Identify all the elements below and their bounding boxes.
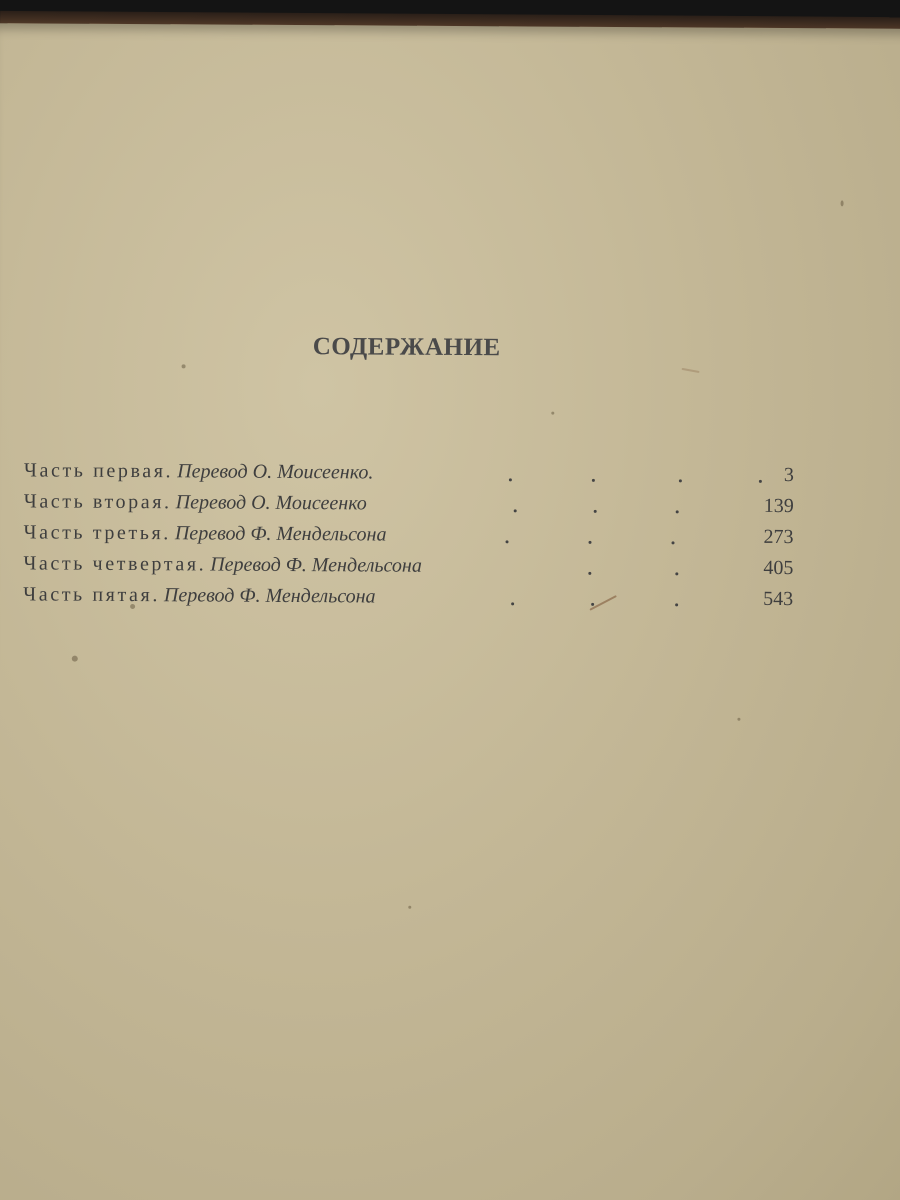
paper-speck bbox=[841, 200, 844, 206]
toc-translator: Перевод Ф. Мендельсона bbox=[210, 553, 422, 577]
paper-speck bbox=[72, 656, 78, 662]
paper-speck bbox=[551, 412, 554, 415]
leader-dots bbox=[24, 455, 794, 491]
paper-speck bbox=[737, 718, 740, 721]
toc-page-number: 139 bbox=[763, 494, 794, 518]
paper-speck bbox=[182, 364, 186, 368]
toc-entry-4 bbox=[23, 548, 793, 584]
toc-translator: Перевод О. Моисеенко. bbox=[177, 460, 374, 484]
toc-part-title: Часть третья. bbox=[23, 521, 171, 545]
toc-page-number: 543 bbox=[763, 587, 794, 611]
toc-page-number: 405 bbox=[763, 556, 794, 580]
toc-entry-5 bbox=[23, 579, 793, 615]
toc-part-title: Часть первая. bbox=[23, 459, 174, 483]
paper-fiber bbox=[682, 368, 700, 373]
toc-entry-1 bbox=[24, 455, 794, 491]
book-page bbox=[0, 23, 900, 1200]
toc-page-number: 273 bbox=[763, 525, 794, 549]
toc-part-title: Часть четвертая. bbox=[23, 552, 207, 576]
toc-translator: Перевод Ф. Мендельсона bbox=[174, 522, 387, 546]
leader-dots bbox=[23, 548, 793, 584]
paper-speck bbox=[408, 906, 411, 909]
toc-page-number: 3 bbox=[783, 464, 794, 487]
toc-entry-3 bbox=[23, 517, 793, 553]
toc-translator: Перевод О. Моисеенко bbox=[175, 491, 367, 515]
toc-translator: Перевод Ф. Мендельсона bbox=[163, 584, 376, 608]
leader-dots bbox=[23, 517, 793, 553]
toc-part-title: Часть вторая. bbox=[23, 490, 172, 514]
leader-dots bbox=[23, 579, 793, 615]
table-of-contents bbox=[23, 455, 794, 615]
leader-dots bbox=[24, 486, 794, 522]
toc-part-title: Часть пятая. bbox=[23, 583, 161, 607]
page-title: СОДЕРЖАНИЕ bbox=[312, 333, 501, 362]
toc-entry-2 bbox=[24, 486, 794, 522]
